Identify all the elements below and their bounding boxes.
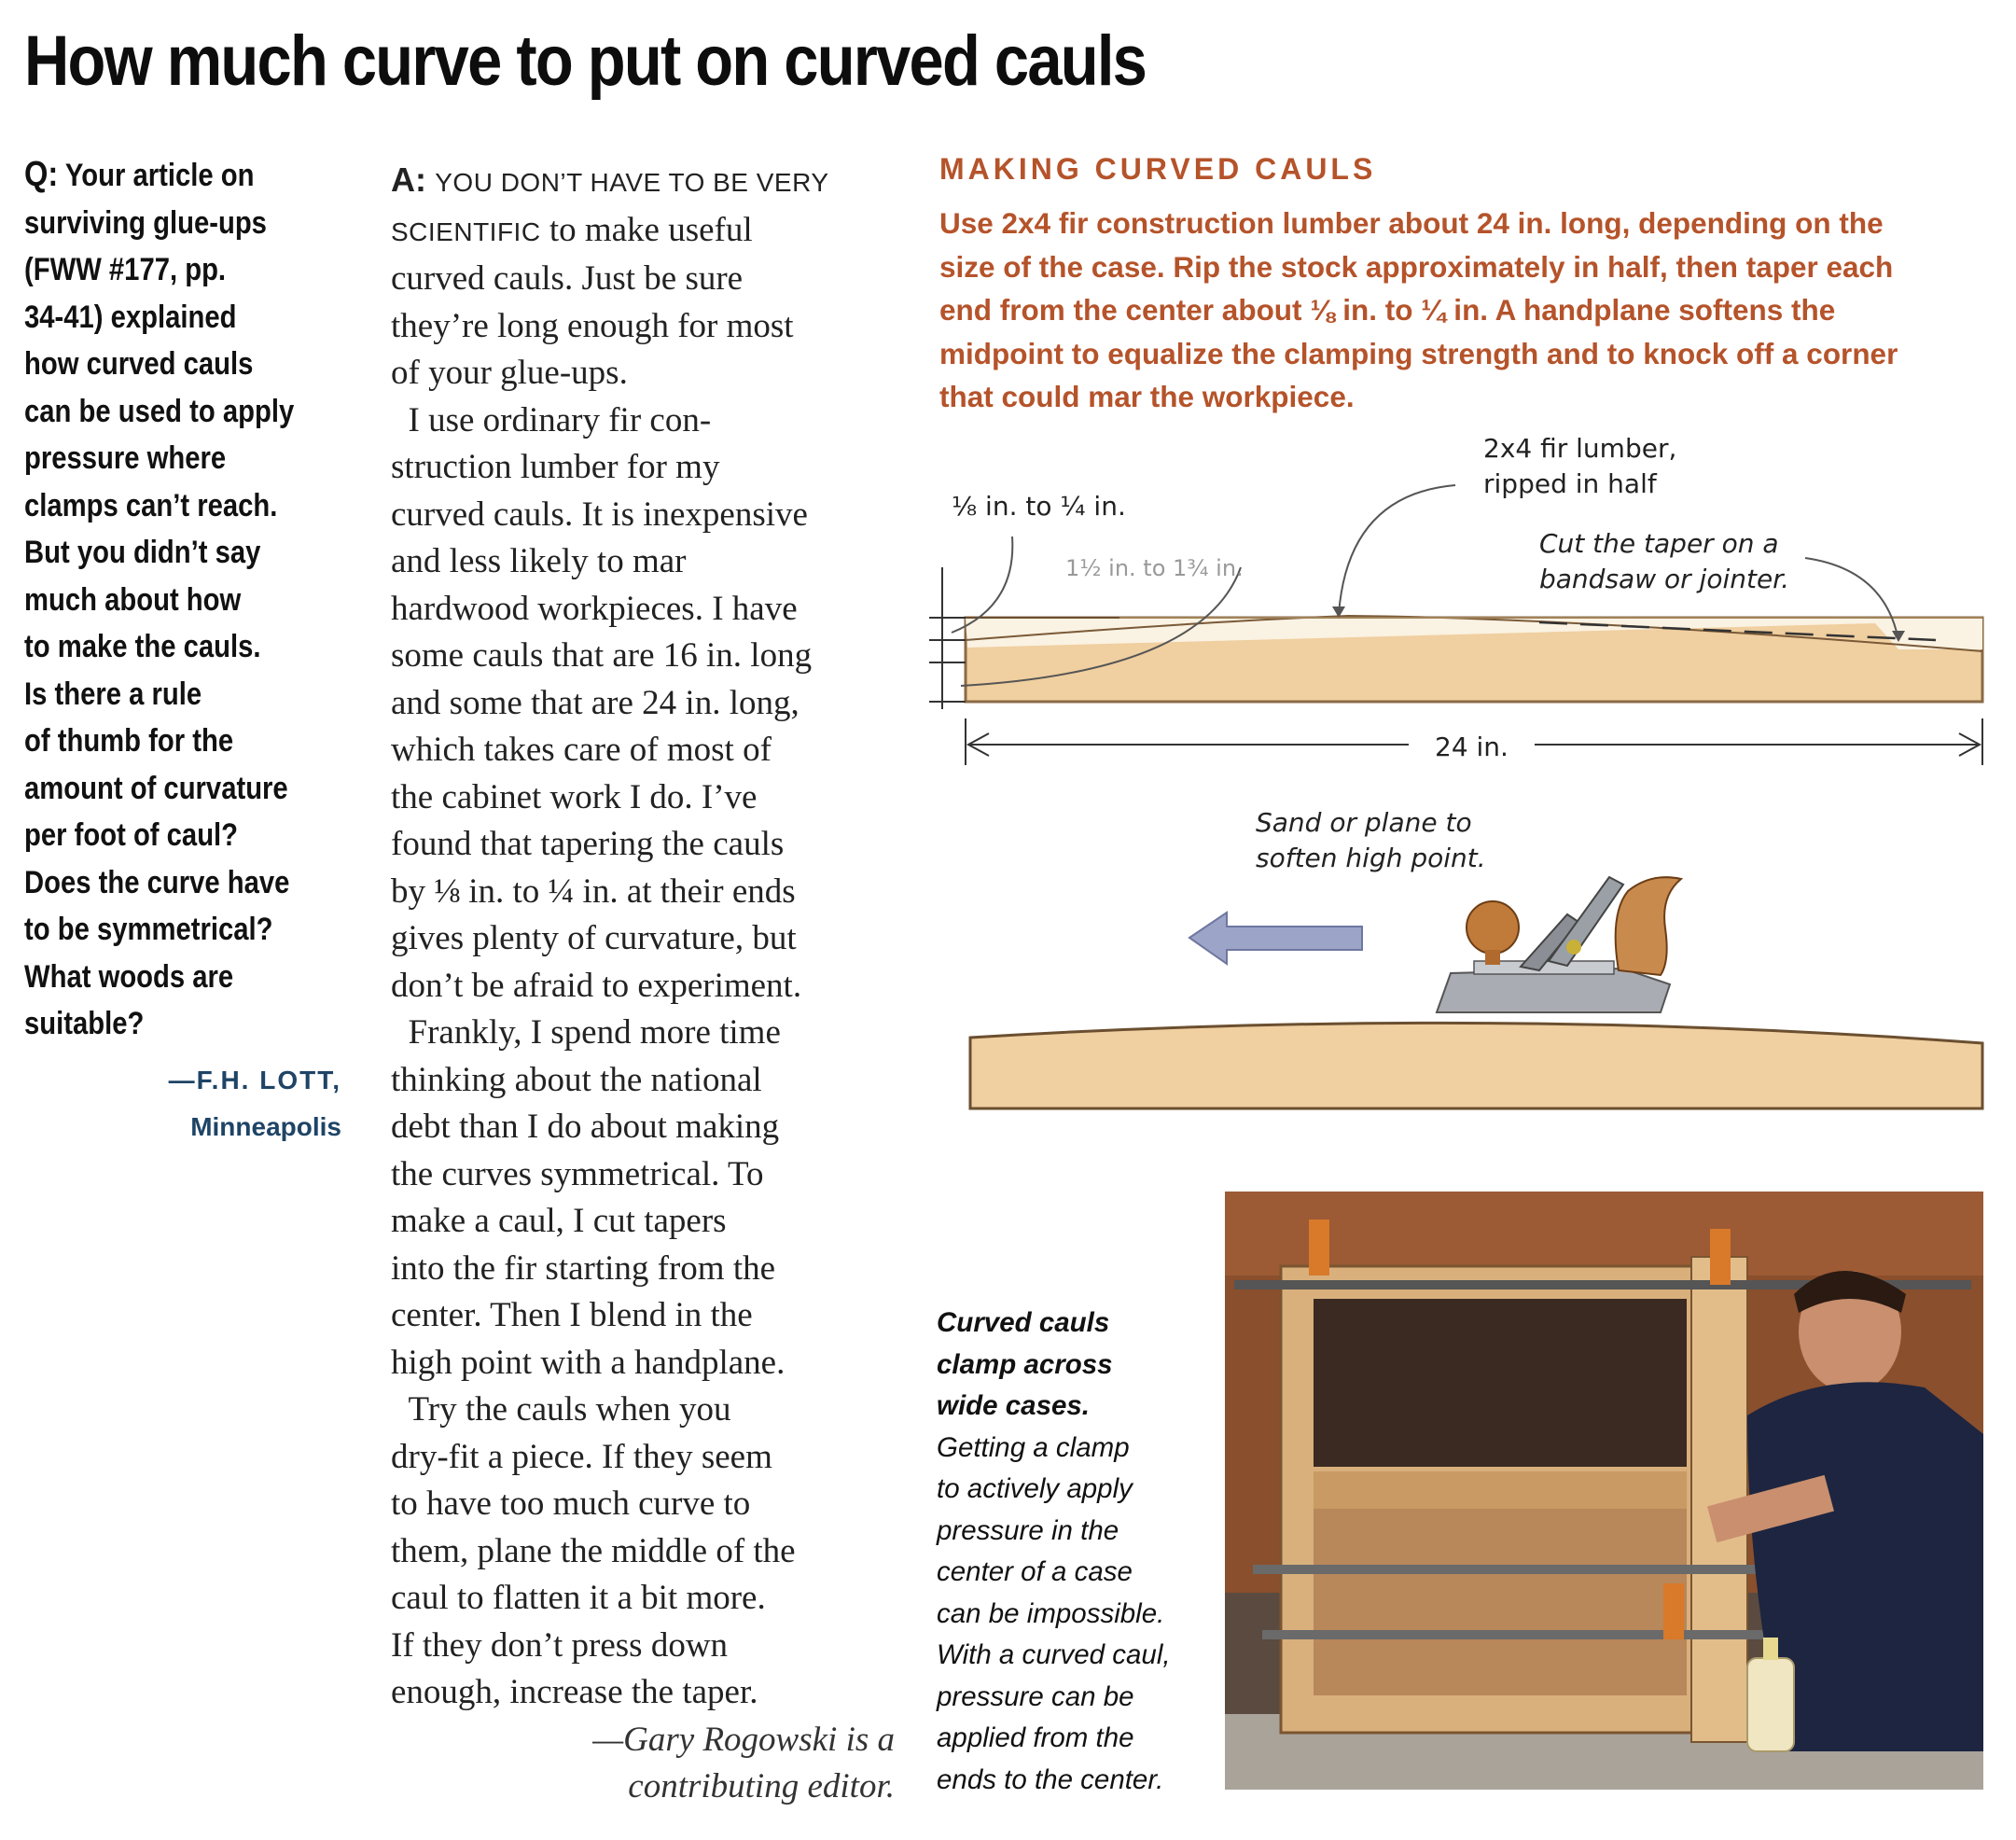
question-column: [24, 151, 341, 1150]
question-line: to make the cauls.: [24, 629, 261, 664]
answer-line: they’re long enough for most: [391, 306, 794, 345]
length-label: 24 in.: [1435, 732, 1509, 762]
caption-line: ends to the center.: [937, 1763, 1164, 1795]
caption-headline: clamp across: [937, 1348, 1113, 1380]
question-line: [24, 151, 297, 200]
answer-line: of your glue-ups.: [391, 354, 628, 392]
answer-line: into the fir starting from the: [391, 1248, 776, 1288]
answer-line: If they don’t press down: [391, 1625, 729, 1665]
answer-line: caul to flatten it a bit more.: [391, 1579, 766, 1617]
answer-line: make a caul, I cut tapers: [391, 1202, 727, 1240]
answer-line: hardwood workpieces. I have: [391, 589, 798, 628]
diagram-description-line: that could mar the workpiece.: [939, 380, 1355, 413]
caption-line: With a curved caul,: [937, 1639, 1171, 1670]
answer-prefix: A:: [391, 160, 426, 199]
caption-line: applied from the: [937, 1722, 1134, 1753]
answer-text: to make useful: [540, 210, 753, 249]
answer-line: some cauls that are 16 in. long: [391, 636, 813, 675]
thickness-label: 1½ in. to 1¾ in.: [1065, 555, 1244, 581]
diagram-description: [939, 202, 1984, 419]
answer-lead-in: SCIENTIFIC: [391, 216, 541, 246]
curved-caul-diagram: [924, 411, 2006, 1129]
answer-line: found that tapering the cauls: [391, 825, 785, 863]
caption-line: center of a case: [937, 1556, 1133, 1587]
question-line: pressure where: [24, 440, 227, 476]
caption-line: can be impossible.: [937, 1597, 1165, 1629]
diagram-description-line: midpoint to equalize the clamping strength and to knock off a corner: [939, 336, 1898, 370]
answer-line: [391, 157, 895, 207]
lumber-leader-line: [1339, 485, 1455, 614]
question-line: surviving glue-ups: [24, 204, 267, 241]
answer-line: the cabinet work I do. I’ve: [391, 777, 758, 816]
question-line: (FWW #177, pp.: [24, 252, 227, 287]
answer-line: don’t be afraid to experiment.: [391, 966, 802, 1005]
question-line: But you didn’t say: [24, 535, 261, 570]
answer-line: curved cauls. Just be sure: [391, 259, 744, 298]
handplane-icon: [1437, 877, 1681, 1012]
cut-label-line2: bandsaw or jointer.: [1539, 564, 1790, 594]
diagram-description-line: end from the center about ⅛ in. to ¼ in. A handplane softens the: [939, 293, 1836, 327]
lumber-label-line1: 2x4 fir lumber,: [1483, 433, 1677, 464]
question-line: how curved cauls: [24, 346, 254, 382]
question-line: 34-41) explained: [24, 299, 237, 335]
caption-line: pressure in the: [937, 1514, 1119, 1546]
answer-line: and less likely to mar: [391, 542, 687, 580]
lumber-label-line2: ripped in half: [1483, 468, 1657, 499]
question-line: can be used to apply: [24, 393, 295, 429]
photo-caption: [937, 1303, 1217, 1801]
answer-line: thinking about the national: [391, 1060, 762, 1099]
answer-line: and some that are 24 in. long,: [391, 683, 799, 722]
page-title: How much curve to put on curved cauls: [24, 21, 1147, 101]
caul-board-planed: [970, 1023, 1982, 1108]
answer-line: Frankly, I spend more time: [391, 1013, 781, 1052]
question-signature-place: Minneapolis: [190, 1111, 341, 1141]
answer-line: which takes care of most of: [391, 731, 772, 769]
answer-line: gives plenty of curvature, but: [391, 919, 797, 957]
cabinet-clamping-photo: [1225, 1192, 1983, 1790]
caption-line: to actively apply: [937, 1473, 1133, 1504]
answer-line: to have too much curve to: [391, 1485, 751, 1523]
answer-line: high point with a handplane.: [391, 1343, 786, 1382]
caption-headline: wide cases.: [937, 1390, 1090, 1421]
author-credit: contributing editor.: [628, 1767, 895, 1805]
question-prefix: Q:: [24, 155, 59, 194]
taper-label: ⅛ in. to ¼ in.: [952, 491, 1126, 522]
question-line: Does the curve have: [24, 864, 290, 900]
question-line: to be symmetrical?: [24, 912, 273, 947]
thickness-dimension: [929, 567, 966, 709]
question-line: of thumb for the: [24, 723, 234, 759]
question-line: suitable?: [24, 1006, 145, 1041]
caption-line: pressure can be: [937, 1680, 1134, 1712]
answer-line: center. Then I blend in the: [391, 1296, 753, 1334]
question-signature-name: —F.H. LOTT,: [168, 1065, 341, 1094]
cut-label-line1: Cut the taper on a: [1539, 528, 1779, 559]
answer-line: them, plane the middle of the: [391, 1531, 796, 1570]
answer-line: I use ordinary fir con-: [391, 400, 712, 439]
sand-label-line2: soften high point.: [1256, 843, 1486, 873]
answer-line: struction lumber for my: [391, 448, 720, 486]
answer-line: dry-fit a piece. If they seem: [391, 1437, 772, 1476]
left-arrow-icon: [1189, 913, 1362, 964]
answer-line: the curves symmetrical. To: [391, 1154, 764, 1193]
answer-lead-in: YOU DON’T HAVE TO BE VERY: [435, 168, 829, 197]
question-line: What woods are: [24, 958, 234, 995]
question-text: Your article on: [64, 158, 255, 193]
author-credit: —Gary Rogowski is a: [592, 1720, 895, 1759]
question-line: clamps can’t reach.: [24, 487, 278, 523]
caption-line: Getting a clamp: [937, 1431, 1130, 1463]
answer-line: [391, 207, 895, 257]
answer-column: [391, 157, 895, 1811]
diagram-heading: MAKING CURVED CAULS: [939, 152, 1377, 186]
answer-line: enough, increase the taper.: [391, 1673, 758, 1711]
diagram-description-line: Use 2x4 fir construction lumber about 24 in. long, depending on the: [939, 206, 1884, 240]
answer-line: by ⅛ in. to ¼ in. at their ends: [391, 871, 796, 911]
answer-line: debt than I do about making: [391, 1108, 780, 1146]
diagram-description-line: size of the case. Rip the stock approximately in half, then taper each: [939, 249, 1894, 284]
question-line: Is there a rule: [24, 676, 202, 712]
question-line: much about how: [24, 581, 242, 618]
sand-label-line1: Sand or plane to: [1256, 807, 1472, 838]
question-line: per foot of caul?: [24, 817, 239, 853]
answer-line: curved cauls. It is inexpensive: [391, 495, 808, 534]
answer-line: Try the cauls when you: [391, 1390, 731, 1429]
question-line: amount of curvature: [24, 770, 288, 806]
caption-headline: Curved cauls: [937, 1307, 1110, 1338]
caul-board-side-view: [966, 616, 1982, 702]
